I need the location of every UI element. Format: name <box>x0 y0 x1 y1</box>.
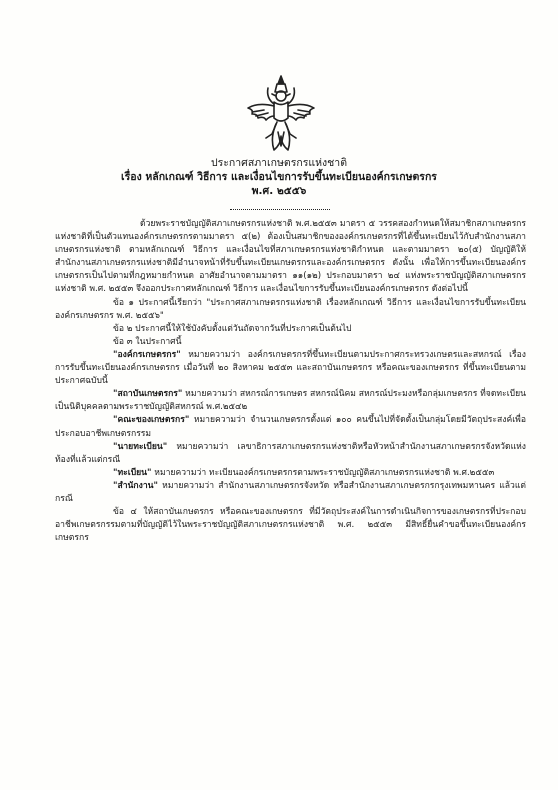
clause-2: ข้อ ๒ ประกาศนี้ให้ใช้บังคับตั้งแต่วันถัดจากวันที่ประกาศเป็นต้นไป <box>113 323 352 334</box>
definition-term: "ทะเบียน" <box>113 467 152 478</box>
definition-term: "คณะของเกษตรกร" <box>113 415 190 426</box>
definition-text: หมายความว่า ทะเบียนองค์กรเกษตรกรตามพระราชบัญญัติสภาเกษตรกรแห่งชาติ พ.ศ.๒๕๕๓ <box>151 467 495 478</box>
title-line-2: เรื่อง หลักเกณฑ์ วิธีการ และเงื่อนไขการรับขึ้นทะเบียนองค์กรเกษตรกร <box>121 171 437 183</box>
definition-5 <box>55 467 526 480</box>
definition-term: "สถาบันเกษตรกร" <box>113 389 183 400</box>
definition-6 <box>55 480 526 506</box>
definition-3 <box>55 414 526 440</box>
definition-text: หมายความว่า องค์กรเกษตรกรที่ขึ้นทะเบียนตามประกาศกระทรวงเกษตรและสหกรณ์ เรื่อง การรับขึ้นทะเบียนองค์กรเกษตรกร เมื่อวันที่ ๒๐ สิงหาคม ๒๕๕๓ และสถาบันเกษตรกร หรือคณะของเกษตรกร ที่ขึ้นทะเบียนตามประกาศฉบับนี้ <box>55 349 526 387</box>
definition-term: "สำนักงาน" <box>113 480 158 491</box>
definition-text: หมายความว่า จำนวนเกษตรกรตั้งแต่ ๑๐๐ คนขึ้นไปที่จัดตั้งเป็นกลุ่มโดยมีวัตถุประสงค์เพื่อประกอบอาชีพเกษตรกรรม <box>55 415 526 439</box>
document-title <box>0 156 558 198</box>
definition-2 <box>55 388 526 414</box>
definition-term: "นายทะเบียน" <box>113 441 168 452</box>
preamble-paragraph: ด้วยพระราชบัญญัติสภาเกษตรกรแห่งชาติ พ.ศ.๒๕๕๓ มาตรา ๕ วรรคสองกำหนดให้สมาชิกสภาเกษตรกรแห่งชาติที่เป็นตัวแทนองค์กรเกษตรกรตามมาตรา ๕(๒) ต้องเป็นสมาชิกขององค์กรเกษตรกรที่ได้ขึ้นทะเบียนไว้กับสำนักงานสภาเกษตรกรแห่งชาติ ตามหลักเกณฑ์ วิธีการ และเงื่อนไขที่สภาเกษตรกรแห่งชาติกำหนด และตามมาตรา ๒๐(๕) บัญญัติให้สำนักงานสภาเกษตรกรแห่งชาติมีอำนาจหน้าที่รับขึ้นทะเบียนเกษตรกรและองค์กรเกษตรกร ดังนั้น เพื่อให้การขึ้นทะเบียนองค์กรเกษตรกรเป็นไปตามที่กฎหมายกำหนด อาศัยอำนาจตามมาตรา ๑๑(๑๒) ประกอบมาตรา ๒๔ แห่งพระราชบัญญัติสภาเกษตรกรแห่งชาติ พ.ศ. ๒๕๕๓ จึงออกประกาศหลักเกณฑ์ วิธีการ และเงื่อนไขการรับขึ้นทะเบียนองค์กรเกษตรกร ดังต่อไปนี้ <box>55 219 526 295</box>
definition-term: "องค์กรเกษตรกร" <box>113 349 181 360</box>
clause-3: ข้อ ๓ ในประกาศนี้ <box>113 336 182 347</box>
title-line-3: พ.ศ. ๒๕๕๖ <box>251 185 307 197</box>
clause-4: ข้อ ๔ ให้สถาบันเกษตรกร หรือคณะของเกษตรกร ที่มีวัตถุประสงค์ในการดำเนินกิจการของเกษตรกรที่ประกอบอาชีพเกษตรกรรมตามที่บัญญัติไว้ในพระราชบัญญัติสภาเกษตรกรแห่งชาติ พ.ศ. ๒๕๕๓ มีสิทธิ์ยื่นคำขอขึ้นทะเบียนองค์กรเกษตรกร <box>55 507 526 544</box>
document-body <box>55 218 526 545</box>
definition-1 <box>55 349 526 388</box>
definition-text: หมายความว่า เลขาธิการสภาเกษตรกรแห่งชาติหรือหัวหน้าสำนักงานสภาเกษตรกรจังหวัดแห่งท้องที่แล้วแต่กรณี <box>55 441 526 465</box>
title-line-1: ประกาศสภาเกษตรกรแห่งชาติ <box>210 157 348 169</box>
clause-1: ข้อ ๑ ประกาศนี้เรียกว่า "ประกาศสภาเกษตรกรแห่งชาติ เรื่องหลักเกณฑ์ วิธีการ และเงื่อนไขการรับขึ้นทะเบียนองค์กรเกษตรกร พ.ศ. ๒๕๕๖" <box>55 297 526 321</box>
divider <box>230 209 330 210</box>
garuda-emblem-icon <box>244 74 318 154</box>
definition-text: หมายความว่า สหกรณ์การเกษตร สหกรณ์นิคม สหกรณ์ประมงหรือกลุ่มเกษตรกร ที่จดทะเบียนเป็นนิติบุคคลตามพระราชบัญญัติสหกรณ์ พ.ศ.๒๕๔๒ <box>55 389 526 413</box>
definition-4 <box>55 441 526 467</box>
definition-text: หมายความว่า สำนักงานสภาเกษตรกรจังหวัด หรือสำนักงานสภาเกษตรกรกรุงเทพมหานคร แล้วแต่กรณี <box>55 480 526 504</box>
